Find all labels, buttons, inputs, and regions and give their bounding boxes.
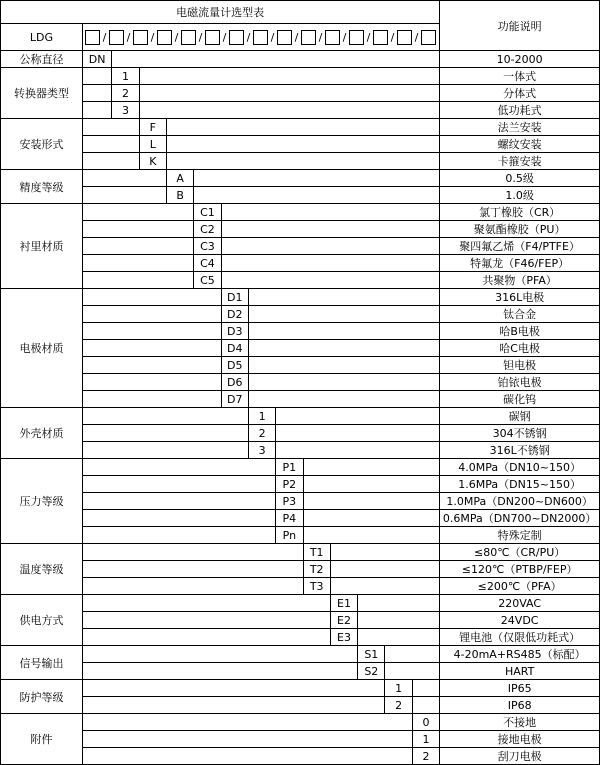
spacer-cell xyxy=(82,425,248,442)
spacer-cell xyxy=(82,187,166,204)
table-row xyxy=(1,306,600,323)
spacer-cell xyxy=(385,646,440,663)
description-cell: 316L电极 xyxy=(440,289,600,306)
spacer-cell xyxy=(82,391,221,408)
spacer-cell xyxy=(276,425,440,442)
table-row xyxy=(1,527,600,544)
spacer-cell xyxy=(358,629,440,646)
description-cell: 氯丁橡胶（CR） xyxy=(440,204,600,221)
table-row xyxy=(1,374,600,391)
spacer-cell xyxy=(82,714,412,731)
spacer-cell xyxy=(221,221,440,238)
code-cell[interactable]: D1 xyxy=(221,289,248,306)
spacer-cell xyxy=(385,663,440,680)
category-label: 附件 xyxy=(1,714,83,765)
spacer-cell xyxy=(82,272,193,289)
table-row xyxy=(1,663,600,680)
description-cell: 刮刀电极 xyxy=(440,748,600,765)
description-cell: 共聚物（PFA） xyxy=(440,272,600,289)
code-cell[interactable]: P1 xyxy=(276,459,303,476)
description-cell: 碳钢 xyxy=(440,408,600,425)
model-code-box[interactable] xyxy=(301,30,316,45)
spacer-cell xyxy=(82,357,221,374)
spacer-cell xyxy=(276,408,440,425)
code-cell[interactable]: C2 xyxy=(194,221,221,238)
category-label: 精度等级 xyxy=(1,170,83,204)
table-row xyxy=(1,85,600,102)
description-cell: 1.0级 xyxy=(440,187,600,204)
code-cell[interactable]: D6 xyxy=(221,374,248,391)
spacer-cell xyxy=(166,153,439,170)
spacer-cell xyxy=(82,374,221,391)
code-cell[interactable]: C4 xyxy=(194,255,221,272)
table-row xyxy=(1,153,600,170)
spacer-cell xyxy=(330,561,439,578)
description-cell: 聚四氟乙烯（F4/PTFE） xyxy=(440,238,600,255)
category-label: 信号输出 xyxy=(1,646,83,680)
table-row xyxy=(1,51,600,68)
spacer-cell xyxy=(221,204,440,221)
table-row xyxy=(1,238,600,255)
description-cell: 24VDC xyxy=(440,612,600,629)
table-row xyxy=(1,391,600,408)
spacer-cell xyxy=(358,612,440,629)
description-cell: 碳化钨 xyxy=(440,391,600,408)
code-cell[interactable]: E3 xyxy=(330,629,357,646)
function-desc-header: 功能说明 xyxy=(440,1,600,51)
model-code-box[interactable] xyxy=(157,30,172,45)
table-row xyxy=(1,289,600,306)
table-row xyxy=(1,357,600,374)
model-boxes: / / / / / / / / / / / / / / xyxy=(82,24,439,51)
table-row xyxy=(1,493,600,510)
code-cell[interactable]: 2 xyxy=(248,425,275,442)
description-cell: HART xyxy=(440,663,600,680)
description-cell: 特殊定制 xyxy=(440,527,600,544)
spacer-cell xyxy=(82,510,275,527)
spacer-cell xyxy=(82,595,330,612)
description-cell: 铂铱电极 xyxy=(440,374,600,391)
spacer-cell xyxy=(82,68,111,85)
code-cell[interactable]: 3 xyxy=(248,442,275,459)
category-label: 外壳材质 xyxy=(1,408,83,459)
description-cell: 220VAC xyxy=(440,595,600,612)
model-code-box[interactable] xyxy=(277,30,292,45)
category-label: 防护等级 xyxy=(1,680,83,714)
category-label: 供电方式 xyxy=(1,595,83,646)
spacer-cell xyxy=(82,493,275,510)
model-code-box[interactable] xyxy=(373,30,388,45)
table-row xyxy=(1,561,600,578)
spacer-cell xyxy=(82,527,275,544)
description-cell: 哈B电极 xyxy=(440,323,600,340)
code-cell[interactable]: 2 xyxy=(385,697,412,714)
spacer-cell xyxy=(194,170,440,187)
spacer-cell xyxy=(303,493,440,510)
spacer-cell xyxy=(82,289,221,306)
description-cell: 聚氨酯橡胶（PU） xyxy=(440,221,600,238)
table-row xyxy=(1,442,600,459)
model-code-box[interactable] xyxy=(205,30,220,45)
table-header-row xyxy=(1,1,600,24)
description-cell: 1.6MPa（DN15~150） xyxy=(440,476,600,493)
code-cell[interactable]: 2 xyxy=(112,85,139,102)
spacer-cell xyxy=(82,255,193,272)
spacer-cell xyxy=(303,527,440,544)
table-row xyxy=(1,476,600,493)
category-label: 公称直径 xyxy=(1,51,83,68)
category-label: 衬里材质 xyxy=(1,204,83,289)
spacer-cell xyxy=(82,306,221,323)
description-cell: 哈C电极 xyxy=(440,340,600,357)
category-label: 压力等级 xyxy=(1,459,83,544)
table-row xyxy=(1,170,600,187)
description-cell: 0.6MPa（DN700~DN2000） xyxy=(440,510,600,527)
table-row xyxy=(1,629,600,646)
spacer-cell xyxy=(221,255,440,272)
spacer-cell xyxy=(330,544,439,561)
code-cell[interactable]: 1 xyxy=(248,408,275,425)
description-cell: 接地电极 xyxy=(440,731,600,748)
category-label: 安装形式 xyxy=(1,119,83,170)
code-cell[interactable]: P2 xyxy=(276,476,303,493)
table-row xyxy=(1,578,600,595)
table-row xyxy=(1,459,600,476)
description-cell: 不接地 xyxy=(440,714,600,731)
code-cell[interactable]: D2 xyxy=(221,306,248,323)
description-cell: 10-2000 xyxy=(440,51,600,68)
description-cell: 分体式 xyxy=(440,85,600,102)
code-cell[interactable]: 2 xyxy=(412,748,440,765)
table-row xyxy=(1,646,600,663)
code-cell[interactable]: 1 xyxy=(385,680,412,697)
spacer-cell xyxy=(82,544,303,561)
code-cell[interactable]: D4 xyxy=(221,340,248,357)
spacer-cell xyxy=(82,153,139,170)
spacer-cell xyxy=(82,85,111,102)
spacer-cell xyxy=(221,238,440,255)
code-cell[interactable]: S1 xyxy=(358,646,385,663)
table-row xyxy=(1,323,600,340)
spacer-cell xyxy=(248,323,439,340)
table-row xyxy=(1,119,600,136)
spacer-cell xyxy=(112,51,440,68)
code-cell[interactable]: P3 xyxy=(276,493,303,510)
spacer-cell xyxy=(330,578,439,595)
table-row xyxy=(1,510,600,527)
spacer-cell xyxy=(82,748,412,765)
description-cell: 螺纹安装 xyxy=(440,136,600,153)
code-cell[interactable]: B xyxy=(166,187,193,204)
code-cell[interactable]: 1 xyxy=(412,731,440,748)
model-code-box[interactable] xyxy=(349,30,364,45)
table-row xyxy=(1,612,600,629)
table-row xyxy=(1,680,600,697)
code-cell[interactable]: T2 xyxy=(303,561,330,578)
spacer-cell xyxy=(82,459,275,476)
code-cell[interactable]: F xyxy=(139,119,166,136)
spacer-cell xyxy=(82,408,248,425)
code-cell[interactable]: 0 xyxy=(412,714,440,731)
spacer-cell xyxy=(82,629,330,646)
spacer-cell xyxy=(194,187,440,204)
description-cell: ≤80℃（CR/PU） xyxy=(440,544,600,561)
spacer-cell xyxy=(82,697,385,714)
spacer-cell xyxy=(412,697,440,714)
spacer-cell xyxy=(82,170,166,187)
table-row xyxy=(1,187,600,204)
code-cell[interactable]: D7 xyxy=(221,391,248,408)
spacer-cell xyxy=(248,391,439,408)
description-cell: IP68 xyxy=(440,697,600,714)
spacer-cell xyxy=(82,731,412,748)
model-code-box[interactable] xyxy=(421,30,436,45)
description-cell: 316L不锈钢 xyxy=(440,442,600,459)
model-code-box[interactable] xyxy=(229,30,244,45)
spacer-cell xyxy=(412,680,440,697)
code-cell[interactable]: 3 xyxy=(112,102,139,119)
spacer-cell xyxy=(248,357,439,374)
table-row xyxy=(1,340,600,357)
description-cell: 卡箍安装 xyxy=(440,153,600,170)
code-cell[interactable]: C5 xyxy=(194,272,221,289)
table-row xyxy=(1,221,600,238)
code-cell[interactable]: C1 xyxy=(194,204,221,221)
spacer-cell xyxy=(82,136,139,153)
code-cell[interactable]: A xyxy=(166,170,193,187)
spacer-cell xyxy=(82,442,248,459)
model-prefix: LDG xyxy=(1,24,83,51)
table-row xyxy=(1,204,600,221)
category-label: 转换器类型 xyxy=(1,68,83,119)
description-cell: 钛合金 xyxy=(440,306,600,323)
model-code-box[interactable] xyxy=(85,30,100,45)
code-cell[interactable]: 1 xyxy=(112,68,139,85)
model-code-box[interactable] xyxy=(181,30,196,45)
table-row xyxy=(1,255,600,272)
description-cell: 一体式 xyxy=(440,68,600,85)
table-row xyxy=(1,697,600,714)
spacer-cell xyxy=(248,374,439,391)
model-code-box[interactable] xyxy=(253,30,268,45)
description-cell: IP65 xyxy=(440,680,600,697)
code-cell[interactable]: E1 xyxy=(330,595,357,612)
table-row xyxy=(1,68,600,85)
spacer-cell xyxy=(358,595,440,612)
code-cell[interactable]: T3 xyxy=(303,578,330,595)
table-title: 电磁流量计选型表 xyxy=(1,1,440,24)
spacer-cell xyxy=(139,85,440,102)
spacer-cell xyxy=(248,340,439,357)
model-code-box[interactable] xyxy=(397,30,412,45)
description-cell: 锂电池（仅限低功耗式） xyxy=(440,629,600,646)
code-cell[interactable]: C3 xyxy=(194,238,221,255)
description-cell: 低功耗式 xyxy=(440,102,600,119)
description-cell: 1.0MPa（DN200~DN600） xyxy=(440,493,600,510)
table-row xyxy=(1,595,600,612)
spacer-cell xyxy=(82,561,303,578)
table-row xyxy=(1,731,600,748)
spacer-cell xyxy=(166,119,439,136)
description-cell: 4-20mA+RS485（标配） xyxy=(440,646,600,663)
code-cell[interactable]: E2 xyxy=(330,612,357,629)
code-cell[interactable]: L xyxy=(139,136,166,153)
table-row xyxy=(1,544,600,561)
code-cell[interactable]: D3 xyxy=(221,323,248,340)
description-cell: 特氟龙（F46/FEP） xyxy=(440,255,600,272)
model-code-box[interactable] xyxy=(325,30,340,45)
description-cell: 304不锈钢 xyxy=(440,425,600,442)
spacer-cell xyxy=(82,340,221,357)
description-cell: 法兰安装 xyxy=(440,119,600,136)
table-row xyxy=(1,102,600,119)
spacer-cell xyxy=(82,119,139,136)
table-row xyxy=(1,714,600,731)
spacer-cell xyxy=(82,680,385,697)
spacer-cell xyxy=(82,204,193,221)
description-cell: 4.0MPa（DN10~150） xyxy=(440,459,600,476)
description-cell: 钽电极 xyxy=(440,357,600,374)
description-cell: ≤120℃（PTBP/FEP） xyxy=(440,561,600,578)
spacer-cell xyxy=(166,136,439,153)
model-code-box[interactable] xyxy=(133,30,148,45)
table-row xyxy=(1,425,600,442)
table-row xyxy=(1,136,600,153)
spacer-cell xyxy=(139,68,440,85)
spacer-cell xyxy=(303,510,440,527)
description-cell: ≤200℃（PFA） xyxy=(440,578,600,595)
spacer-cell xyxy=(82,663,357,680)
code-cell[interactable]: S2 xyxy=(358,663,385,680)
code-cell[interactable]: DN xyxy=(82,51,111,68)
code-cell[interactable]: D5 xyxy=(221,357,248,374)
table-row xyxy=(1,748,600,765)
code-cell[interactable]: T1 xyxy=(303,544,330,561)
spacer-cell xyxy=(82,646,357,663)
spacer-cell xyxy=(82,221,193,238)
spacer-cell xyxy=(82,476,275,493)
spacer-cell xyxy=(82,612,330,629)
spacer-cell xyxy=(139,102,440,119)
spacer-cell xyxy=(82,578,303,595)
spacer-cell xyxy=(82,102,111,119)
code-cell[interactable]: K xyxy=(139,153,166,170)
spacer-cell xyxy=(248,289,439,306)
model-code-box[interactable] xyxy=(109,30,124,45)
spacer-cell xyxy=(82,323,221,340)
spacer-cell xyxy=(248,306,439,323)
description-cell: 0.5级 xyxy=(440,170,600,187)
code-cell[interactable]: P4 xyxy=(276,510,303,527)
code-cell[interactable]: Pn xyxy=(276,527,303,544)
category-label: 电极材质 xyxy=(1,289,83,408)
spacer-cell xyxy=(303,459,440,476)
spacer-cell xyxy=(221,272,440,289)
spacer-cell xyxy=(276,442,440,459)
table-row xyxy=(1,272,600,289)
spacer-cell xyxy=(303,476,440,493)
category-label: 温度等级 xyxy=(1,544,83,595)
spacer-cell xyxy=(82,238,193,255)
table-row xyxy=(1,408,600,425)
